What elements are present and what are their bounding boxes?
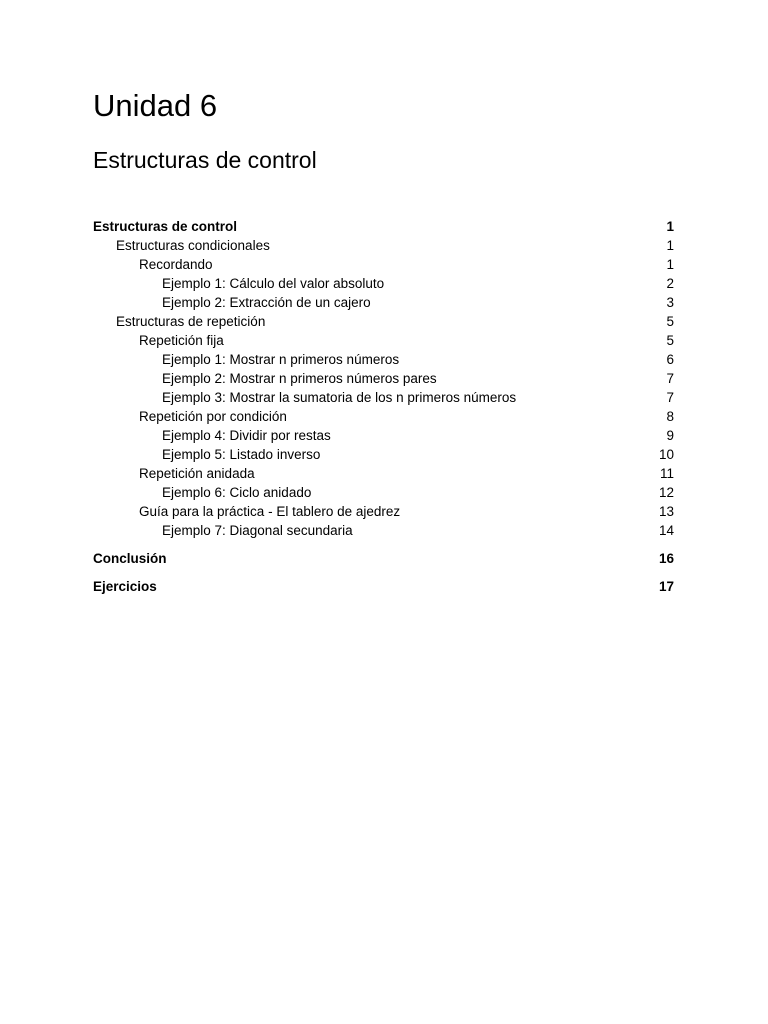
toc-entry[interactable] [93,293,674,312]
toc-entry-page: 13 [658,504,674,519]
toc-entry-label: Ejercicios [93,579,157,594]
toc-entry[interactable] [93,255,674,274]
toc-entry-label: Repetición por condición [139,409,287,424]
toc-entry-label: Estructuras de repetición [116,314,266,329]
toc-entry-label: Ejemplo 5: Listado inverso [162,447,321,462]
page-title: Unidad 6 [93,88,218,123]
toc-entry-label: Ejemplo 1: Mostrar n primeros números [162,352,400,367]
table-of-contents [93,217,674,596]
toc-entry-page: 16 [658,551,674,566]
toc-entry[interactable] [93,331,674,350]
toc-entry[interactable] [93,217,674,236]
toc-entry-label: Repetición anidada [139,466,255,481]
toc-entry-page: 12 [658,485,674,500]
toc-entry-label: Estructuras de control [93,219,238,234]
toc-entry-label: Ejemplo 2: Extracción de un cajero [162,295,371,310]
toc-entry-label: Ejemplo 4: Dividir por restas [162,428,331,443]
toc-entry-label: Ejemplo 1: Cálculo del valor absoluto [162,276,385,291]
toc-entry-page: 5 [666,333,674,348]
toc-entry[interactable] [93,464,674,483]
toc-entry-page: 1 [666,219,674,234]
toc-entry[interactable] [93,549,674,568]
toc-entry-label: Conclusión [93,551,167,566]
toc-entry-page: 10 [658,447,674,462]
toc-entry-label: Recordando [139,257,213,272]
toc-entry[interactable] [93,502,674,521]
toc-entry-label: Ejemplo 3: Mostrar la sumatoria de los n primeros números [162,390,517,405]
toc-entry-label: Ejemplo 6: Ciclo anidado [162,485,312,500]
toc-entry-page: 6 [666,352,674,367]
toc-entry[interactable] [93,426,674,445]
toc-entry-page: 1 [666,238,674,253]
page-subtitle: Estructuras de control [93,147,317,173]
toc-entry-page: 7 [666,371,674,386]
toc-entry[interactable] [93,312,674,331]
toc-entry-page: 8 [666,409,674,424]
toc-entry-page: 9 [666,428,674,443]
toc-entry-page: 3 [666,295,674,310]
toc-entry-label: Estructuras condicionales [116,238,270,253]
toc-entry-page: 1 [666,257,674,272]
toc-entry[interactable] [93,350,674,369]
toc-entry[interactable] [93,236,674,255]
toc-entry-label: Repetición fija [139,333,224,348]
toc-entry-page: 2 [666,276,674,291]
toc-entry-page: 17 [658,579,674,594]
toc-entry[interactable] [93,577,674,596]
toc-entry[interactable] [93,274,674,293]
toc-entry[interactable] [93,369,674,388]
toc-entry-label: Ejemplo 7: Diagonal secundaria [162,523,353,538]
toc-entry[interactable] [93,407,674,426]
toc-entry-page: 7 [666,390,674,405]
toc-entry[interactable] [93,483,674,502]
toc-entry[interactable] [93,388,674,407]
toc-entry-page: 11 [659,466,674,481]
toc-entry-label: Guía para la práctica - El tablero de ajedrez [139,504,401,519]
toc-entry[interactable] [93,521,674,540]
toc-entry[interactable] [93,445,674,464]
toc-entry-label: Ejemplo 2: Mostrar n primeros números pares [162,371,437,386]
toc-entry-page: 5 [666,314,674,329]
toc-entry-page: 14 [658,523,674,538]
